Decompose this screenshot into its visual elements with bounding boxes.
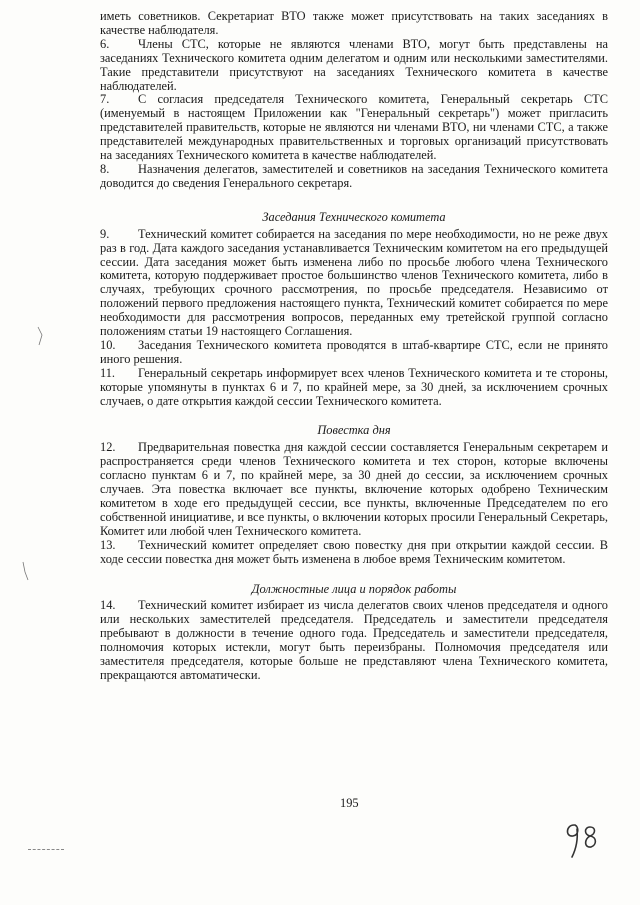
page-number: 195 xyxy=(340,796,359,810)
section-heading-meetings: Заседания Технического комитета xyxy=(262,209,446,224)
paragraph-14 xyxy=(100,599,608,682)
section-heading-agenda: Повестка дня xyxy=(317,423,391,438)
paragraph-10 xyxy=(100,339,608,367)
paragraph-number: 9. xyxy=(100,226,110,241)
paragraph-number: 8. xyxy=(100,161,110,176)
paragraph-text: Технический комитет определяет свою повестку дня при открытии каждой сессии. В ходе сессии повестка дня может быть изменена в любое время Техническим комитетом. xyxy=(100,537,608,566)
section-heading-officers: Должностные лица и порядок работы xyxy=(251,581,457,596)
paragraph-text: Технический комитет избирает из числа делегатов своих членов председателя и одного или нескольких заместителей председателя. Председатель и заместители председателя пребывают в должности в течение одного года. Председатель и заместители председателя, полномочия которых истекли, могут быть переизбраны. Полномочия председателя или заместителя председателя, которые больше не представляют члена Технического комитета, прекращаются автоматически. xyxy=(100,598,608,682)
paragraph-text: Назначения делегатов, заместителей и советников на заседания Технического комитета доводится до сведения Генерального секретаря. xyxy=(100,161,608,190)
paragraph-text: Заседания Технического комитета проводятся в штаб-квартире СТС, если не принято иного решения. xyxy=(100,337,608,366)
paragraph-text: Члены СТС, которые не являются членами ВТО, могут быть представлены на заседаниях Технического комитета одним делегатом и одним или несколькими заместителями. Такие представители присутствуют на заседаниях Технического комитета в качестве наблюдателей. xyxy=(100,36,608,93)
paragraph-text: Технический комитет собирается на заседания по мере необходимости, но не реже двух раз в год. Дата каждого заседания устанавливается Техническим комитетом на его предыдущей сессии. Дата заседания может быть изменена либо по просьбе любого члена Технического комитета, которую поддерживает простое большинство членов Технического комитета, либо в случаях, требующих срочного рассмотрения, по просьбе председателя. Независимо от положений первого предложения настоящего пункта, Технический комитет собирается по мере необходимости для рассмотрения вопросов, переданных ему третейской группой согласно положениям статьи 19 настоящего Соглашения. xyxy=(100,226,608,339)
paragraph-8 xyxy=(100,163,608,191)
paragraph-number: 12. xyxy=(100,440,116,455)
paragraph-6 xyxy=(100,38,608,94)
scan-artifact xyxy=(28,845,64,850)
paragraph-12 xyxy=(100,441,608,538)
paragraph-9 xyxy=(100,228,608,339)
paragraph-number: 11. xyxy=(100,365,116,380)
margin-scribble xyxy=(20,560,30,582)
handwritten-page-number xyxy=(560,815,608,863)
paragraph-number: 7. xyxy=(100,92,110,107)
document-body xyxy=(100,10,608,683)
paragraph-13 xyxy=(100,539,608,567)
paragraph-7 xyxy=(100,93,608,163)
paragraph-continued: иметь советников. Секретариат ВТО также может присутствовать на таких заседаниях в качестве наблюдателя. xyxy=(100,9,608,37)
paragraph-text: С согласия председателя Технического комитета, Генеральный секретарь СТС (именуемый в настоящем Приложении как "Генеральный секретарь") может пригласить представителей правительств, которые не являются ни членами ВТО, ни членами СТС, а также представителей международных правительственных и торговых организаций присутствовать на заседаниях Технического комитета в качестве наблюдателей. xyxy=(100,92,608,163)
paragraph-text: Генеральный секретарь информирует всех членов Технического комитета и те стороны, которые упомянуты в пунктах 6 и 7, по крайней мере, за 30 дней, за исключением срочных случаев, о дате открытия каждой сессии Технического комитета. xyxy=(100,365,608,408)
paragraph-number: 13. xyxy=(100,537,116,552)
paragraph-text: Предварительная повестка дня каждой сессии составляется Генеральным секретарем и распространяется среди членов Технического комитета и тех сторон, которые включены согласно пунктам 6 и 7, по крайней мере, за 30 дней до сессии, за исключением срочных случаев. Эта повестка включает все пункты, включение которых одобрено Техническим комитетом в ходе его предыдущей сессии, все пункты, включенные Председателем по его собственной инициативе, и все пункты, о включении которых просили Генеральный Секретарь, Комитет или любой член Технического комитета. xyxy=(100,440,608,538)
paragraph-number: 14. xyxy=(100,598,116,613)
margin-scribble xyxy=(36,325,46,347)
paragraph-number: 6. xyxy=(100,36,110,51)
paragraph-number: 10. xyxy=(100,337,116,352)
paragraph-11 xyxy=(100,367,608,409)
